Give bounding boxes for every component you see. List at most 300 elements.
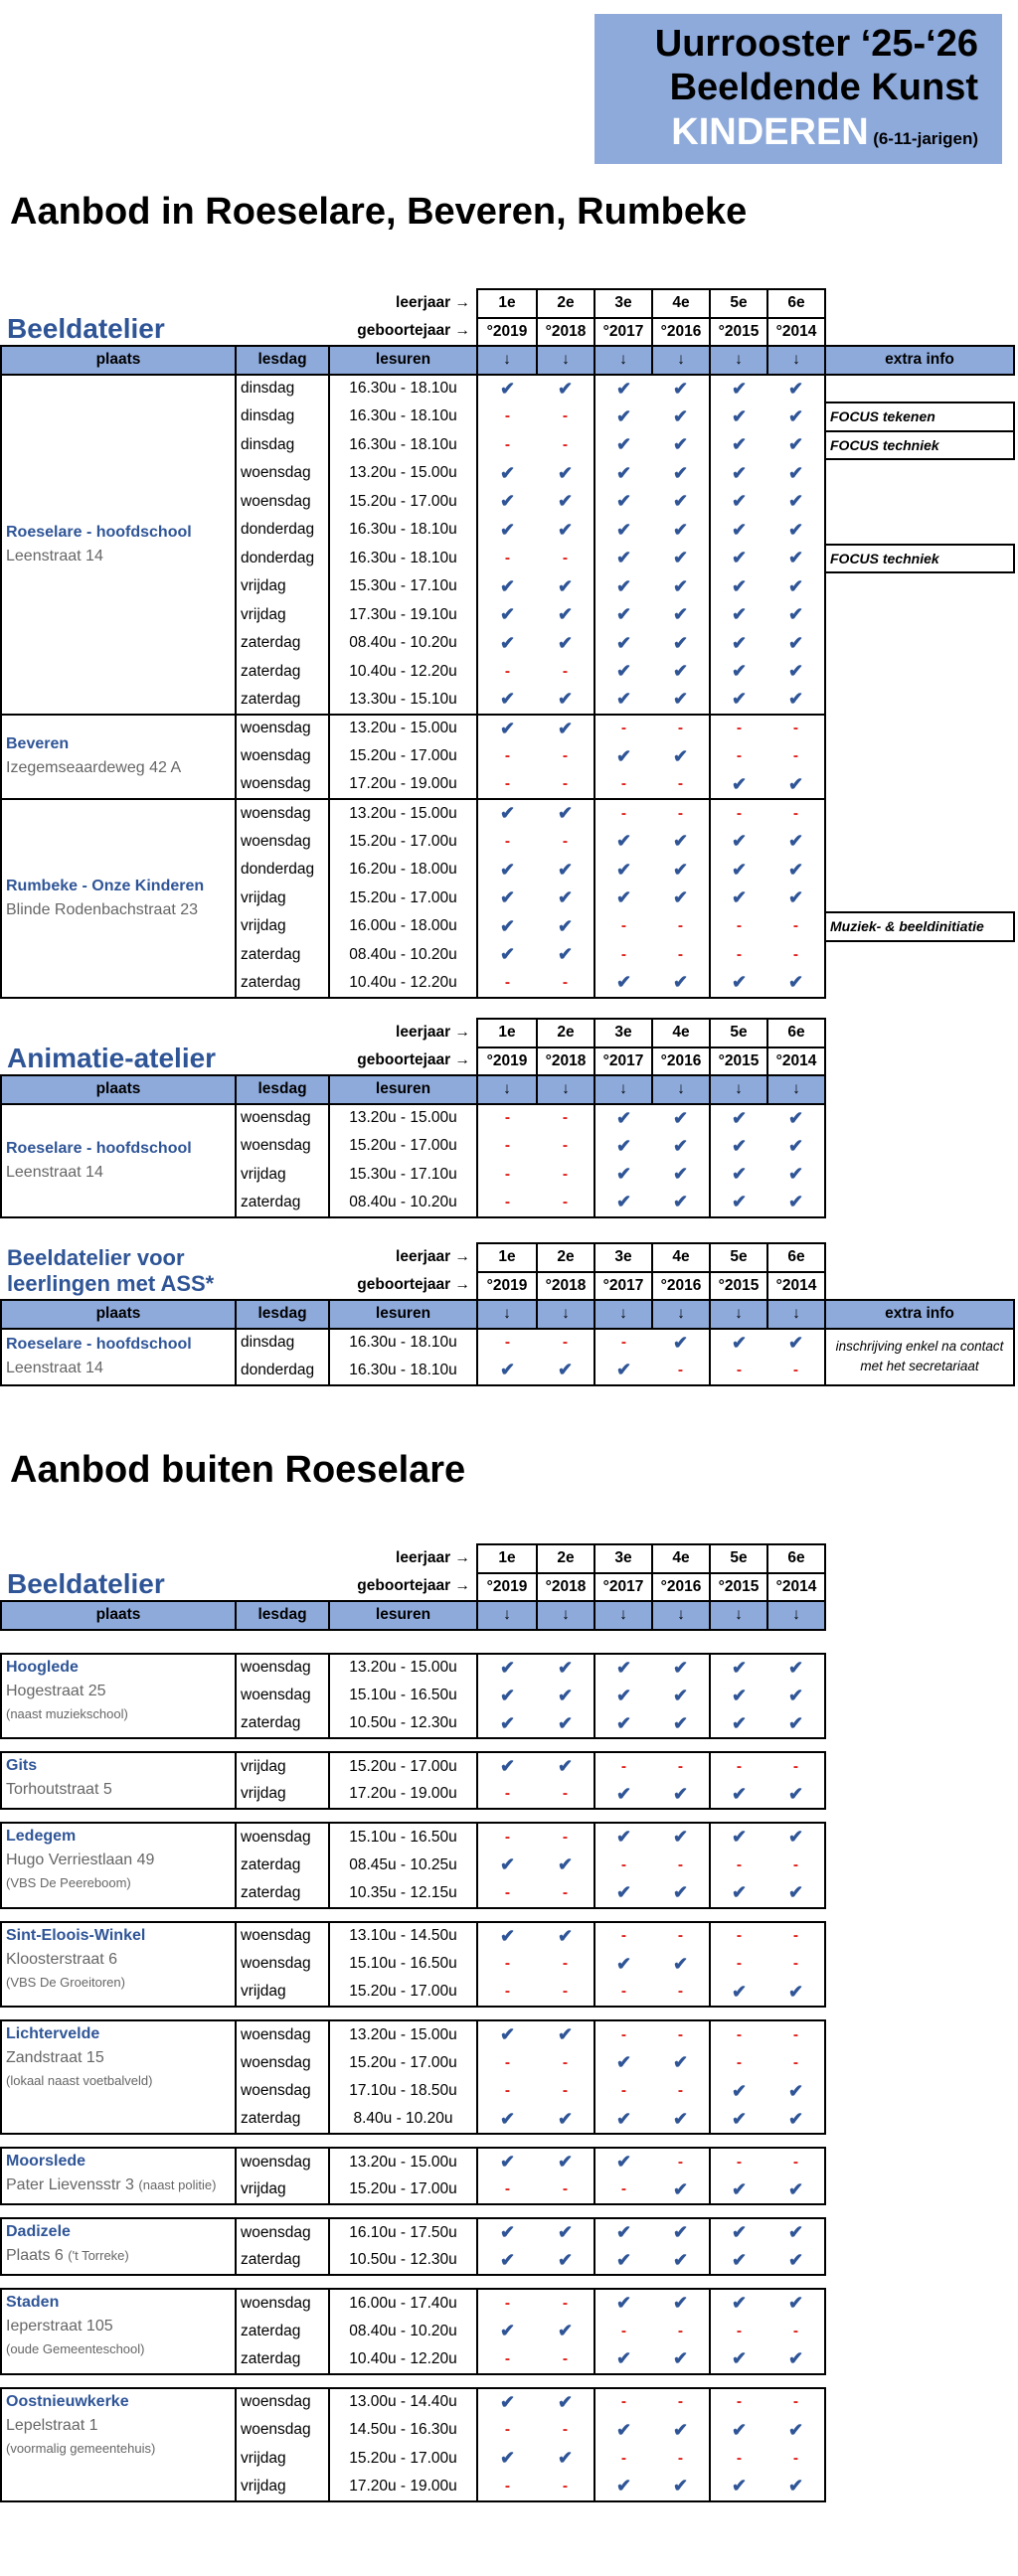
check-icon: ✔ [615, 887, 632, 908]
check-icon: ✔ [615, 2293, 632, 2314]
place-address [6, 759, 231, 777]
check-cell [652, 2416, 710, 2445]
dash-cell [652, 1852, 710, 1880]
place-note: (naast muziekschool) [6, 1705, 128, 1721]
dash-cell [710, 1950, 767, 1979]
dash-icon: - [504, 1955, 511, 1973]
check-cell [594, 1104, 652, 1133]
dash-icon: - [620, 804, 627, 822]
section-animatie-atelier [0, 1018, 826, 1218]
place-address [6, 1683, 231, 1700]
place-name: Beveren [6, 735, 70, 753]
dash-cell [652, 1922, 710, 1951]
check-icon: ✔ [787, 859, 804, 880]
check-cell [652, 1879, 710, 1908]
check-cell [652, 601, 710, 630]
place-name: Roeselare - hoofdschool [6, 1139, 192, 1157]
dash-icon: - [736, 2153, 743, 2171]
check-icon: ✔ [557, 378, 574, 399]
check-cell [477, 912, 537, 941]
extra-info-cell [825, 828, 1014, 857]
check-cell [710, 2176, 767, 2205]
lesdag-cell: woensdag [236, 1922, 329, 1951]
check-icon: ✔ [731, 434, 748, 455]
lesuren-cell: 15.10u - 16.50u [329, 1823, 477, 1852]
check-cell [477, 2445, 537, 2474]
check-icon: ✔ [499, 718, 516, 738]
dash-cell [537, 2416, 594, 2445]
check-icon: ✔ [557, 1854, 574, 1875]
place-address [6, 1951, 231, 1969]
check-icon: ✔ [499, 462, 516, 483]
lesuren-cell: 15.20u - 17.00u [329, 828, 477, 857]
check-icon: ✔ [557, 2108, 574, 2129]
check-cell [767, 1823, 825, 1852]
arrow-down-icon: ↓ [594, 1075, 652, 1104]
check-cell [652, 1189, 710, 1217]
lesuren-cell: 13.20u - 15.00u [329, 1654, 477, 1683]
dash-cell [710, 742, 767, 771]
place-address [6, 1852, 231, 1869]
check-icon: ✔ [615, 1783, 632, 1804]
year-header: 5e [710, 1019, 767, 1047]
year-header: 4e [652, 1544, 710, 1573]
check-icon: ✔ [499, 2448, 516, 2469]
schedule-row [1, 2388, 825, 2417]
arrow-down-icon: ↓ [594, 1300, 652, 1329]
check-icon: ✔ [672, 405, 689, 426]
column-header-row [1, 346, 1014, 375]
dash-icon: - [562, 435, 569, 453]
lesdag-cell: zaterdag [236, 629, 329, 658]
lesuren-cell: 15.20u - 17.00u [329, 885, 477, 913]
extra-info-cell [825, 715, 1014, 743]
check-icon: ✔ [499, 1360, 516, 1380]
check-icon: ✔ [557, 2249, 574, 2270]
year-header: 4e [652, 289, 710, 318]
arrow-down-icon: ↓ [767, 1300, 825, 1329]
check-cell [594, 1879, 652, 1908]
check-icon: ✔ [672, 689, 689, 710]
lesdag-cell: vrijdag [236, 1979, 329, 2008]
check-icon: ✔ [557, 2222, 574, 2243]
column-header-row [1, 1075, 825, 1104]
dash-cell [594, 2020, 652, 2049]
check-cell [477, 1752, 537, 1781]
dash-cell [537, 742, 594, 771]
check-cell [652, 459, 710, 488]
check-cell [652, 1682, 710, 1710]
check-icon: ✔ [731, 378, 748, 399]
place-cell [1, 715, 236, 800]
dash-cell [594, 2077, 652, 2106]
check-icon: ✔ [787, 2419, 804, 2440]
check-icon: ✔ [499, 519, 516, 540]
check-icon: ✔ [731, 2108, 748, 2129]
dash-icon: - [792, 1361, 799, 1378]
dash-icon: - [562, 973, 569, 991]
check-cell [767, 1189, 825, 1217]
check-icon: ✔ [672, 831, 689, 852]
check-cell [537, 1922, 594, 1951]
lesuren-cell: 15.20u - 17.00u [329, 2049, 477, 2078]
check-cell [710, 431, 767, 460]
lesdag-cell: dinsdag [236, 375, 329, 403]
dash-icon: - [504, 1109, 511, 1127]
check-cell [594, 2247, 652, 2276]
check-icon: ✔ [787, 2222, 804, 2243]
dash-icon: - [620, 1927, 627, 1945]
check-cell [767, 771, 825, 800]
arrow-down-icon: ↓ [477, 1075, 537, 1104]
place-street: Zandstraat 15 [6, 2049, 104, 2066]
check-cell [767, 969, 825, 998]
arrow-down-icon: ↓ [477, 346, 537, 375]
check-icon: ✔ [557, 1712, 574, 1733]
check-icon: ✔ [557, 2024, 574, 2045]
dash-cell [477, 2049, 537, 2078]
check-icon: ✔ [557, 689, 574, 710]
birthyear-header: °2014 [767, 1047, 825, 1076]
dash-icon: - [677, 1855, 684, 1873]
check-icon: ✔ [672, 1827, 689, 1848]
check-cell [537, 1682, 594, 1710]
birthyear-header: °2018 [537, 1047, 594, 1076]
check-icon: ✔ [615, 462, 632, 483]
check-icon: ✔ [787, 972, 804, 993]
place-address [6, 901, 231, 919]
beeldatelier-table [0, 288, 1015, 999]
dash-cell [477, 771, 537, 800]
dash-cell [767, 1852, 825, 1880]
dash-icon: - [792, 2053, 799, 2071]
check-icon: ✔ [731, 1107, 748, 1128]
dash-cell [537, 1979, 594, 2008]
header-audience [594, 109, 978, 163]
check-cell [767, 2218, 825, 2247]
lesuren-cell: 08.40u - 10.20u [329, 1189, 477, 1217]
place-address [6, 2176, 231, 2194]
check-cell [594, 2106, 652, 2135]
dash-icon: - [736, 1955, 743, 1973]
place-name: Rumbeke - Onze Kinderen [6, 877, 205, 894]
check-cell [710, 2345, 767, 2374]
check-cell [537, 629, 594, 658]
dash-cell [477, 2416, 537, 2445]
dash-icon: - [792, 804, 799, 822]
schedule-row [1, 2218, 825, 2247]
dash-icon: - [504, 2082, 511, 2100]
place-name: Hooglede [6, 1658, 79, 1676]
schedule-row [1, 1654, 825, 1683]
dash-icon: - [562, 2082, 569, 2100]
plaats-header: plaats [1, 1601, 236, 1630]
check-icon: ✔ [615, 1135, 632, 1156]
dash-cell [594, 1979, 652, 2008]
check-cell [767, 375, 825, 403]
place-note: (lokaal naast voetbalveld) [6, 2073, 153, 2088]
place-cell [1, 1104, 236, 1217]
lesuren-cell: 17.20u - 19.00u [329, 771, 477, 800]
lesdag-cell: zaterdag [236, 686, 329, 715]
lesuren-cell: 10.50u - 12.30u [329, 1710, 477, 1739]
check-cell [537, 912, 594, 941]
check-cell [710, 1329, 767, 1358]
lesdag-cell: woensdag [236, 2289, 329, 2318]
check-icon: ✔ [499, 859, 516, 880]
place-cell [1, 375, 236, 715]
dash-icon: - [562, 1955, 569, 1973]
check-cell [710, 1161, 767, 1190]
check-cell [594, 2148, 652, 2176]
dash-cell [537, 2176, 594, 2205]
check-cell [477, 856, 537, 885]
dash-cell [652, 1752, 710, 1781]
check-cell [767, 2077, 825, 2106]
lesdag-cell: woensdag [236, 1654, 329, 1683]
dash-cell [594, 1752, 652, 1781]
check-icon: ✔ [557, 1756, 574, 1777]
extra-info-cell [825, 516, 1014, 545]
check-icon: ✔ [787, 2108, 804, 2129]
check-cell [767, 1710, 825, 1739]
dash-icon: - [504, 1828, 511, 1846]
check-cell [652, 742, 710, 771]
birthyear-header: °2015 [710, 1272, 767, 1301]
check-cell [477, 2148, 537, 2176]
dash-icon: - [792, 2449, 799, 2467]
dash-icon: - [736, 720, 743, 737]
lesuren-cell: 17.10u - 18.50u [329, 2077, 477, 2106]
place-address [6, 2049, 231, 2067]
dash-cell [477, 1823, 537, 1852]
lesdag-cell: woensdag [236, 2049, 329, 2078]
extra-info-cell [825, 488, 1014, 517]
year-header: 1e [477, 1243, 537, 1272]
check-cell [710, 2077, 767, 2106]
lesuren-cell: 10.40u - 12.20u [329, 969, 477, 998]
check-cell [594, 1161, 652, 1190]
check-cell [537, 2020, 594, 2049]
check-icon: ✔ [787, 2348, 804, 2369]
check-icon: ✔ [787, 1164, 804, 1185]
schedule-header [594, 14, 1002, 164]
check-cell [767, 828, 825, 857]
check-cell [537, 2318, 594, 2346]
lesdag-cell: woensdag [236, 1104, 329, 1133]
check-cell [477, 629, 537, 658]
check-cell [652, 1132, 710, 1161]
check-cell [537, 375, 594, 403]
check-cell [767, 2176, 825, 2205]
check-icon: ✔ [672, 1712, 689, 1733]
dash-cell [652, 1979, 710, 2008]
check-icon: ✔ [731, 2222, 748, 2243]
check-icon: ✔ [731, 1657, 748, 1678]
schedule-row [1, 2148, 825, 2176]
check-cell [477, 601, 537, 630]
check-icon: ✔ [787, 632, 804, 653]
extra-info-cell: FOCUS techniek [825, 431, 1014, 460]
check-icon: ✔ [787, 1657, 804, 1678]
check-cell [477, 1357, 537, 1385]
section-buiten-beeldatelier [0, 1543, 826, 2502]
lesdag-cell: woensdag [236, 715, 329, 743]
year-header: 5e [710, 1243, 767, 1272]
check-icon: ✔ [615, 2249, 632, 2270]
lesdag-cell: woensdag [236, 2148, 329, 2176]
place-street: Hugo Verriestlaan 49 [6, 1852, 155, 1868]
check-cell [767, 1104, 825, 1133]
dash-icon: - [792, 2153, 799, 2171]
check-cell [767, 2289, 825, 2318]
check-icon: ✔ [615, 1107, 632, 1128]
check-cell [652, 1823, 710, 1852]
dash-icon: - [677, 2153, 684, 2171]
lesuren-cell: 15.20u - 17.00u [329, 1132, 477, 1161]
check-icon: ✔ [787, 1135, 804, 1156]
check-icon: ✔ [672, 575, 689, 596]
check-icon: ✔ [731, 604, 748, 625]
check-icon: ✔ [499, 803, 516, 824]
dash-icon: - [620, 2449, 627, 2467]
check-icon: ✔ [615, 632, 632, 653]
check-cell [477, 885, 537, 913]
check-icon: ✔ [731, 859, 748, 880]
check-icon: ✔ [499, 2222, 516, 2243]
place-cell [1, 1752, 236, 1809]
dash-cell [594, 771, 652, 800]
check-icon: ✔ [672, 2293, 689, 2314]
schedule-row [1, 1752, 825, 1781]
place-cell [1, 1654, 236, 1739]
lesdag-cell: woensdag [236, 2388, 329, 2417]
dash-cell [710, 1752, 767, 1781]
year-header: 6e [767, 289, 825, 318]
check-cell [477, 1922, 537, 1951]
lesuren-cell: 14.50u - 16.30u [329, 2416, 477, 2445]
check-cell [710, 2416, 767, 2445]
dash-cell [477, 2176, 537, 2205]
place-street: Plaats 6 [6, 2247, 64, 2264]
check-cell [537, 572, 594, 601]
check-icon: ✔ [672, 1657, 689, 1678]
birthyear-header: °2016 [652, 1272, 710, 1301]
dash-cell [710, 715, 767, 743]
lesdag-cell: zaterdag [236, 1879, 329, 1908]
year-header: 6e [767, 1544, 825, 1573]
lesdag-cell: woensdag [236, 771, 329, 800]
check-cell [537, 2148, 594, 2176]
check-icon: ✔ [672, 859, 689, 880]
check-cell [710, 2289, 767, 2318]
lesuren-cell: 17.30u - 19.10u [329, 601, 477, 630]
lesuren-cell: 10.35u - 12.15u [329, 1879, 477, 1908]
lesuren-cell: 15.10u - 16.50u [329, 1682, 477, 1710]
check-icon: ✔ [731, 575, 748, 596]
check-icon: ✔ [672, 434, 689, 455]
check-icon: ✔ [615, 548, 632, 568]
dash-icon: - [792, 917, 799, 935]
heading-buiten: Aanbod buiten Roeselare [10, 1449, 466, 1491]
dash-cell [652, 912, 710, 941]
check-cell [710, 969, 767, 998]
check-cell [652, 2176, 710, 2205]
check-cell [710, 375, 767, 403]
dash-cell [710, 1852, 767, 1880]
dash-cell [537, 658, 594, 687]
lesdag-cell: zaterdag [236, 941, 329, 970]
lesdag-cell: woensdag [236, 2416, 329, 2445]
check-icon: ✔ [615, 1657, 632, 1678]
dash-icon: - [504, 662, 511, 680]
dash-icon: - [562, 1137, 569, 1155]
arrow-down-icon: ↓ [652, 1601, 710, 1630]
lesdag-cell: zaterdag [236, 1710, 329, 1739]
lesdag-cell: vrijdag [236, 2176, 329, 2205]
dash-icon: - [504, 1983, 511, 2001]
arrow-down-icon: ↓ [652, 1300, 710, 1329]
check-icon: ✔ [672, 1783, 689, 1804]
check-cell [477, 2247, 537, 2276]
check-cell [710, 402, 767, 431]
lesuren-cell: 13.20u - 15.00u [329, 2148, 477, 2176]
check-cell [477, 715, 537, 743]
arrow-down-icon: ↓ [477, 1601, 537, 1630]
check-cell [477, 1654, 537, 1683]
check-cell [594, 1357, 652, 1385]
check-icon: ✔ [787, 887, 804, 908]
lesdag-header: lesdag [236, 1300, 329, 1329]
check-icon: ✔ [787, 1712, 804, 1733]
extra-info-cell [825, 742, 1014, 771]
check-icon: ✔ [731, 689, 748, 710]
check-icon: ✔ [731, 405, 748, 426]
lesdag-cell: vrijdag [236, 2473, 329, 2501]
check-cell [652, 375, 710, 403]
dash-icon: - [504, 2294, 511, 2312]
check-cell [537, 715, 594, 743]
check-icon: ✔ [615, 378, 632, 399]
year-header: 4e [652, 1019, 710, 1047]
dash-cell [537, 402, 594, 431]
check-icon: ✔ [615, 1685, 632, 1705]
dash-icon: - [504, 1165, 511, 1183]
check-icon: ✔ [557, 915, 574, 936]
place-street: Pater Lievensstr 3 [6, 2176, 134, 2193]
dash-icon: - [736, 1927, 743, 1945]
birthyear-header: °2017 [594, 1573, 652, 1602]
check-icon: ✔ [615, 491, 632, 512]
check-cell [710, 1189, 767, 1217]
column-header-row [1, 1300, 1014, 1329]
dash-icon: - [504, 407, 511, 425]
check-cell [710, 1823, 767, 1852]
check-cell [537, 2445, 594, 2474]
check-cell [594, 856, 652, 885]
check-icon: ✔ [499, 887, 516, 908]
lesuren-cell: 16.30u - 18.10u [329, 375, 477, 403]
dash-cell [594, 2388, 652, 2417]
check-cell [594, 431, 652, 460]
check-icon: ✔ [499, 378, 516, 399]
place-cell [1, 1823, 236, 1908]
dash-cell [710, 1357, 767, 1385]
check-icon: ✔ [499, 689, 516, 710]
check-cell [710, 1132, 767, 1161]
check-icon: ✔ [615, 859, 632, 880]
dash-icon: - [562, 1109, 569, 1127]
